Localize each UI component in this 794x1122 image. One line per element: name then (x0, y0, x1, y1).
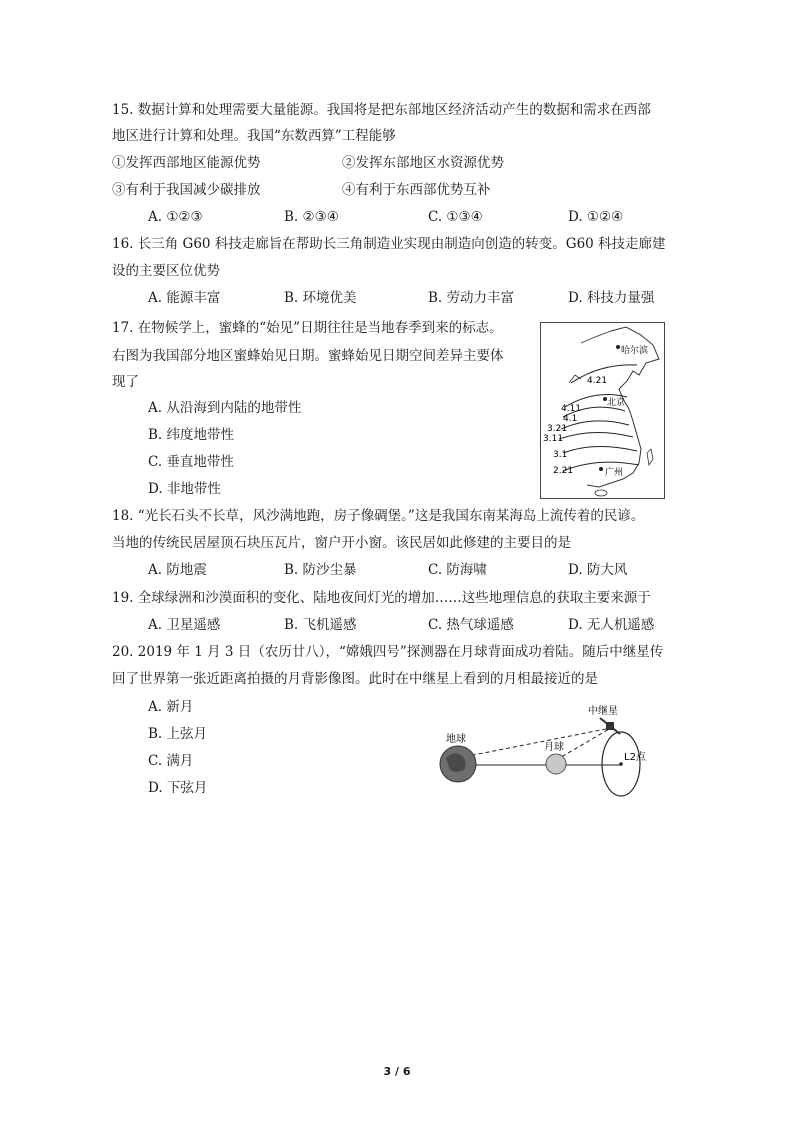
q15-stem-line1: 15. 数据计算和处理需要大量能源。我国将是把东部地区经济活动产生的数据和需求在西部 (112, 102, 651, 118)
isoline-label-411: 4.11 (561, 404, 582, 414)
earth-relay-dashed-line (458, 728, 611, 758)
q18-option-a: A. 防地震 (148, 562, 207, 578)
q16-option-d: D. 科技力量强 (568, 290, 655, 306)
q20-option-b: B. 上弦月 (148, 726, 208, 742)
q16-option-a: A. 能源丰富 (148, 290, 221, 306)
isoline-label-41: 4.1 (563, 414, 578, 424)
q19-stem-line1: 19. 全球绿洲和沙漠面积的变化、陆地夜间灯光的增加……这些地理信息的获取主要来源于 (112, 590, 651, 606)
q16-option-b: B. 环境优美 (284, 290, 357, 306)
q18-stem-line2: 当地的传统民居屋顶石块压瓦片，窗户开小窗。该民居如此修建的主要目的是 (112, 535, 571, 551)
l2-point-marker (619, 762, 623, 766)
l2-point-label: L2点 (624, 752, 646, 763)
guangzhou-label: 广州 (605, 468, 624, 478)
isoline-label-221: 2.21 (553, 466, 574, 476)
q17-stem-line1: 17. 在物候学上，蜜蜂的“始见”日期往往是当地春季到来的标志。 (112, 320, 503, 336)
q16-stem-line2: 设的主要区位优势 (112, 263, 220, 279)
isoline-label-31: 3.1 (553, 450, 568, 460)
q18-stem-line1: 18. “光长石头不长草，风沙满地跑，房子像碉堡。”这是我国东南某海岛上流传着的民谚。 (112, 508, 645, 524)
q19-option-c: C. 热气球遥感 (428, 617, 514, 633)
page-number: 3 / 6 (383, 1065, 411, 1078)
q19-option-d: D. 无人机遥感 (568, 617, 655, 633)
q20-stem-line2: 回了世界第一张近距离拍摄的月背影像图。此时在中继星上看到的月相最接近的是 (112, 671, 598, 687)
q20-option-d: D. 下弦月 (148, 780, 208, 796)
hainan-island (595, 490, 607, 496)
relay-satellite-label: 中继星 (588, 706, 618, 717)
relay-satellite-icon (600, 718, 620, 734)
q17-stem-line3: 现了 (112, 374, 139, 390)
q17-option-b: B. 纬度地带性 (148, 427, 235, 443)
earth-moon-relay-diagram (428, 700, 658, 800)
q15-statement-2: ②发挥东部地区水资源优势 (342, 155, 504, 171)
isoline-label-321: 3.21 (547, 424, 568, 434)
q15-option-c: C. ①③④ (428, 209, 483, 225)
china-map-figure (541, 323, 664, 498)
guangzhou-marker (599, 467, 603, 471)
border-line-west (569, 375, 581, 383)
q17-stem-line2: 右图为我国部分地区蜜蜂始见日期。蜜蜂始见日期空间差异主要体 (112, 348, 504, 364)
q15-statement-1: ①发挥西部地区能源优势 (112, 155, 261, 171)
moon-label: 月球 (544, 742, 564, 753)
q15-statement-3: ③有利于我国减少碳排放 (112, 182, 261, 198)
q17-option-c: C. 垂直地带性 (148, 454, 234, 470)
q15-option-a: A. ①②③ (148, 209, 203, 225)
isoline-31 (563, 446, 637, 453)
beijing-label: 北京 (607, 398, 626, 408)
q18-option-b: B. 防沙尘暴 (284, 562, 357, 578)
q15-option-b: B. ②③④ (284, 209, 339, 225)
isoline-label-421: 4.21 (587, 376, 608, 386)
bee-first-appearance-map (540, 322, 665, 499)
q17-option-a: A. 从沿海到内陆的地带性 (148, 400, 302, 416)
q16-option-c: B. 劳动力丰富 (428, 290, 515, 306)
taiwan-island (647, 449, 653, 465)
q15-stem-line2: 地区进行计算和处理。我国“东数西算”工程能够 (112, 128, 396, 144)
isoline-311 (559, 432, 633, 439)
isoline-label-311: 3.11 (543, 434, 564, 444)
q20-option-a: A. 新月 (148, 699, 194, 715)
q15-option-d: D. ①②④ (568, 209, 624, 225)
border-line (581, 331, 611, 343)
q18-option-d: D. 防大风 (568, 562, 628, 578)
q18-option-c: C. 防海啸 (428, 562, 487, 578)
q20-stem-line1: 20. 2019 年 1 月 3 日（农历廿八），“嫦娥四号”探测器在月球背面成功着陆。随后中继星传 (112, 644, 664, 660)
q17-option-d: D. 非地带性 (148, 481, 221, 497)
q20-option-c: C. 满月 (148, 753, 194, 769)
earth-label: 地球 (446, 734, 466, 745)
q19-option-a: A. 卫星遥感 (148, 617, 221, 633)
q16-stem-line1: 16. 长三角 G60 科技走廊旨在帮助长三角制造业实现由制造向创造的转变。G60 科技走廊建 (112, 236, 666, 252)
moon-icon (546, 754, 566, 774)
harbin-marker (616, 345, 620, 349)
harbin-label: 哈尔滨 (621, 346, 649, 356)
q15-statement-4: ④有利于东西部优势互补 (342, 182, 491, 198)
q19-option-b: B. 飞机遥感 (284, 617, 357, 633)
